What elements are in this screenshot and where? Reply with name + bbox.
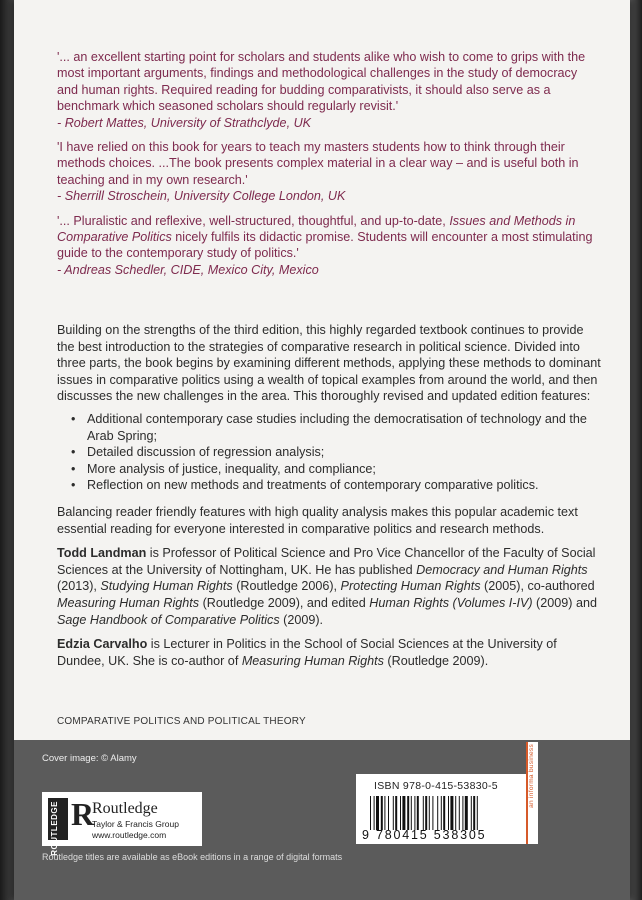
- endorsement-1: [57, 49, 597, 131]
- feature-item: • Additional contemporary case studies including the democratisation of technology and the Arab Spring;: [71, 411, 587, 443]
- endorsement-attribution: - Robert Mattes, University of Strathclyde, UK: [57, 115, 312, 130]
- cover-image-credit: Cover image: © Alamy: [42, 753, 137, 764]
- bullet-icon: •: [71, 461, 76, 476]
- publisher-group: Taylor & Francis Group: [92, 819, 179, 829]
- routledge-mark-icon: ROUTLEDGE: [48, 798, 68, 840]
- footer-band: [14, 740, 630, 900]
- endorsement-attribution: - Sherrill Stroschein, University College London, UK: [57, 189, 346, 204]
- author-bio-landman: Todd Landman is Professor of Political Science and Pro Vice Chancellor of the Faculty of Social Sciences at the University of Nottingham, UK. He has published Democracy and Human Rights (2013), Studying Human Rights (Routledge 2006), Protecting Human Rights (2005), co-authored Measuring Human Rights (Routledge 2009), and edited Human Rights (Volumes I-IV) (2009) and Sage Handbook of Comparative Politics (2009).: [57, 546, 597, 627]
- endorsement-text: 'I have relied on this book for years to teach my masters students how to think through their methods choices. ...The book presents complex material in a clear way – and is useful both in teaching and in my own research.': [57, 140, 579, 187]
- back-cover: [14, 0, 630, 900]
- book-edge-right: [630, 0, 642, 900]
- feature-item: • Reflection on new methods and treatments of contemporary comparative politics.: [71, 478, 539, 493]
- endorsement-text: '... an excellent starting point for scholars and students alike who wish to come to grips with the most important arguments, findings and methodological challenges in the study of democracy and human rights. Required reading for budding comparativists, it should also serve as a benchmark which seasoned scholars should regularly revisit.': [57, 50, 586, 114]
- feature-item: • Detailed discussion of regression analysis;: [71, 445, 325, 460]
- series-label: COMPARATIVE POLITICS AND POLITICAL THEORY: [57, 716, 306, 727]
- isbn: ISBN 978-0-415-53830-5: [374, 780, 498, 792]
- bullet-icon: •: [71, 411, 76, 426]
- author-name: Edzia Carvalho: [57, 637, 148, 652]
- publisher-url: www.routledge.com: [92, 830, 167, 840]
- description-intro: Building on the strengths of the third edition, this highly regarded textbook continues to provide the best introduction to the strategies of comparative research in political science. Divided into three parts, the book begins by examining different methods, applying these methods to dominant issues in comparative politics using a wealth of topical examples from around the world, and then discusses the new challenges in the area. This thoroughly revised and updated edition features:: [57, 323, 601, 404]
- endorsement-3: [57, 213, 597, 279]
- publisher-name: Routledge: [92, 800, 158, 817]
- endorsement-2: [57, 139, 597, 205]
- endorsement-text: '... Pluralistic and reflexive, well-structured, thoughtful, and up-to-date, Issues and Methods in Comparative Politics nicely fulfils its didactic promise. Students will encounter a most stimulating guide to the contemporary study of politics.': [57, 213, 593, 261]
- bullet-icon: •: [71, 478, 76, 493]
- bullet-icon: •: [71, 445, 76, 460]
- endorsement-attribution: - Andreas Schedler, CIDE, Mexico City, Mexico: [57, 262, 319, 277]
- publisher-logo: [42, 792, 202, 856]
- feature-list: [71, 411, 602, 494]
- description-closing: Balancing reader friendly features with high quality analysis makes this popular academic text essential reading for everyone interested in comparative politics and research methods.: [57, 504, 578, 536]
- informa-strip: an informa business: [526, 742, 538, 844]
- routledge-r-icon: R: [71, 796, 95, 832]
- ebook-note: Routledge titles are available as eBook editions in a range of digital formats: [42, 852, 343, 862]
- feature-item: • More analysis of justice, inequality, and compliance;: [71, 461, 376, 476]
- author-bio-carvalho: Edzia Carvalho is Lecturer in Politics in the School of Social Sciences at the University of Dundee, UK. She is co-author of Measuring Human Rights (Routledge 2009).: [57, 637, 557, 668]
- book-title-italic: Issues and Methods in Comparative Politics: [57, 213, 576, 245]
- endorsements: [57, 49, 597, 286]
- barcode-panel: [356, 774, 526, 844]
- book-description: [57, 322, 602, 677]
- barcode-digits: 9 780415 538305: [362, 828, 487, 842]
- author-name: Todd Landman: [57, 546, 147, 561]
- book-spine-edge-left: [0, 0, 14, 900]
- barcode-icon: [370, 796, 516, 830]
